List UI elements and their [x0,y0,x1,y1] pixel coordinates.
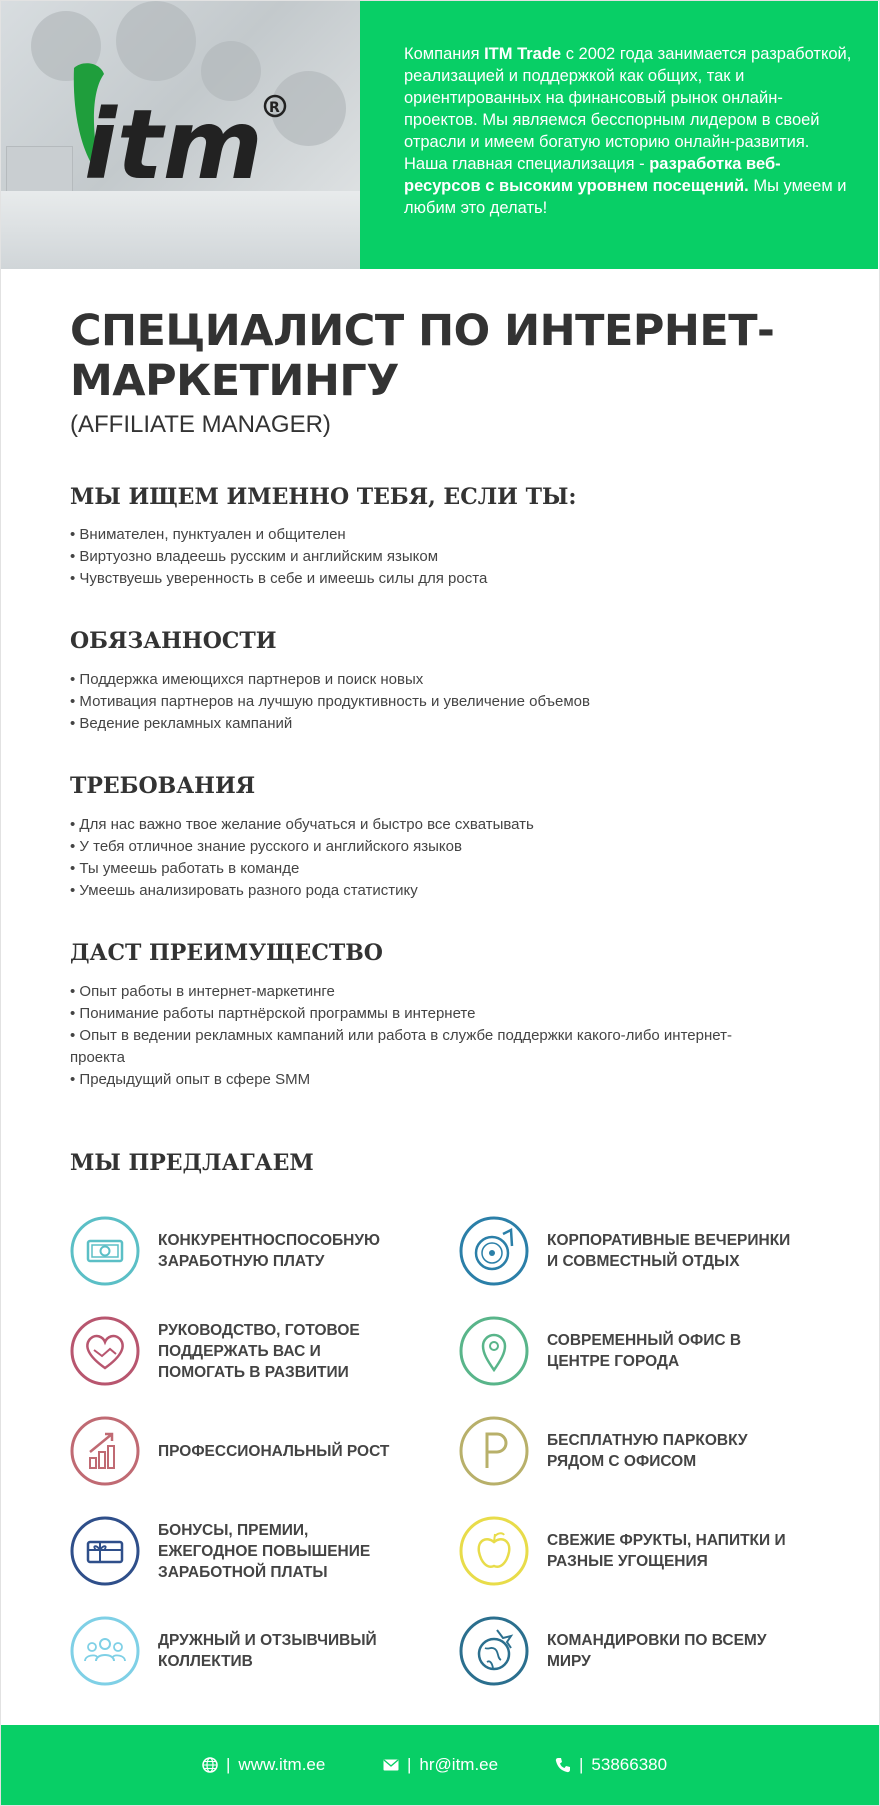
offer-item-parking [459,1416,799,1496]
list-item: • Ведение рекламных кампаний [70,715,293,732]
offer-item-mentoring [70,1316,410,1396]
specialization: разработка веб-ресурсов с высоким уровнем посещений. [404,155,781,195]
map-pin-icon [459,1316,529,1386]
money-icon [70,1216,140,1286]
handshake-heart-icon [70,1316,140,1386]
gift-card-icon [70,1516,140,1586]
section-heading-duties: ОБЯЗАННОСТИ [70,628,277,654]
vinyl-record-icon [459,1216,529,1286]
offer-item-salary [70,1216,410,1296]
offer-item-bonuses [70,1516,410,1596]
list-item: • Виртуозно владеешь русским и английским языком [70,548,439,565]
vacancy-title: СПЕЦИАЛИСТ ПО ИНТЕРНЕТ-МАРКЕТИНГУ [70,306,775,406]
phone-link[interactable]: 53866380 [591,1755,668,1774]
offer-label: БЕСПЛАТНУЮ ПАРКОВКУ РЯДОМ С ОФИСОМ [547,1432,748,1470]
team-icon [70,1616,140,1686]
list-item: • Понимание работы партнёрской программы в интернете [70,1005,476,1022]
offer-item-fruits [459,1516,799,1596]
offer-item-team [70,1616,410,1696]
section-heading-looking-for: МЫ ИЩЕМ ИМЕННО ТЕБЯ, ЕСЛИ ТЫ: [70,484,577,510]
offer-label: КОНКУРЕНТНОСПОСОБНУЮ ЗАРАБОТНУЮ ПЛАТУ [158,1232,381,1270]
itm-logo [72,60,302,190]
list-item: • Для нас важно твое желание обучаться и быстро все схватывать [70,816,534,833]
list-item: • Умеешь анализировать разного рода статистику [70,882,418,899]
growth-chart-icon [70,1416,140,1486]
offer-label: СОВРЕМЕННЫЙ ОФИС В ЦЕНТРЕ ГОРОДА [547,1332,742,1370]
svg-text:R: R [269,100,280,116]
phone-icon [555,1757,571,1773]
offer-label: РУКОВОДСТВО, ГОТОВОЕ ПОДДЕРЖАТЬ ВАС И ПОМОГАТЬ В РАЗВИТИИ [158,1321,360,1381]
contact-footer [1,1725,879,1805]
company-intro [360,1,878,269]
offer-label: КОРПОРАТИВНЫЕ ВЕЧЕРИНКИ И СОВМЕСТНЫЙ ОТДЫХ [547,1232,791,1270]
offer-item-office [459,1316,799,1396]
footer-website[interactable]: | www.itm.ee [202,1725,325,1805]
offer-label: СВЕЖИЕ ФРУКТЫ, НАПИТКИ И РАЗНЫЕ УГОЩЕНИЯ [547,1532,786,1570]
offer-label: ПРОФЕССИОНАЛЬНЫЙ РОСТ [158,1442,390,1460]
list-item: • У тебя отличное знание русского и английского языков [70,838,462,855]
logo-wordmark: itm [84,89,263,190]
company-name: ITM Trade [484,45,562,63]
list-item: • Внимателен, пунктуален и общителен [70,526,346,543]
requirements-list [70,814,770,902]
list-item: • Чувствуешь уверенность в себе и имеешь силы для роста [70,570,488,587]
advantage-list [70,981,770,1091]
globe-plane-icon [459,1616,529,1686]
list-item: • Поддержка имеющихся партнеров и поиск новых [70,671,424,688]
offer-item-growth [70,1416,410,1496]
vacancy-subtitle: (AFFILIATE MANAGER) [70,411,331,438]
list-item: • Ты умеешь работать в команде [70,860,300,877]
duties-list [70,669,770,735]
website-link[interactable]: www.itm.ee [238,1755,326,1774]
list-item: • Мотивация партнеров на лучшую продуктивность и увеличение объемов [70,693,590,710]
looking-for-list [70,524,770,590]
offer-label: ДРУЖНЫЙ И ОТЗЫВЧИВЫЙ КОЛЛЕКТИВ [158,1632,377,1670]
section-heading-offers: МЫ ПРЕДЛАГАЕМ [70,1150,314,1176]
apple-icon [459,1516,529,1586]
envelope-icon [383,1759,399,1771]
section-heading-requirements: ТРЕБОВАНИЯ [70,773,256,799]
offer-item-travel [459,1616,799,1696]
parking-icon [459,1416,529,1486]
footer-phone[interactable]: | 53866380 [555,1725,667,1805]
list-item: • Опыт в ведении рекламных кампаний или работа в службе поддержки какого-либо интернет-проекта [70,1027,732,1066]
offer-label: БОНУСЫ, ПРЕМИИ, ЕЖЕГОДНОЕ ПОВЫШЕНИЕ ЗАРАБОТНОЙ ПЛАТЫ [158,1521,371,1581]
list-item: • Опыт работы в интернет-маркетинге [70,983,335,1000]
offer-item-parties [459,1216,799,1296]
company-intro-text: Компания ITM Trade с 2002 года занимается разработкой, реализацией и поддержкой как общих, так и ориентированных на финансовый рынок онлайн-проектов. Мы являемся бесспорным лидером в своей отрасли и имеем богатую историю онлайн-развития. Наша главная специализация - разработка веб-ресурсов с высоким уровнем посещений. Мы умеем и любим это делать! [404,45,852,217]
list-item: • Предыдущий опыт в сфере SMM [70,1071,311,1088]
globe-icon [202,1757,218,1773]
section-heading-advantage: ДАСТ ПРЕИМУЩЕСТВО [70,940,383,966]
offer-label: КОМАНДИРОВКИ ПО ВСЕМУ МИРУ [547,1632,767,1670]
footer-email[interactable]: | hr@itm.ee [383,1725,498,1805]
email-link[interactable]: hr@itm.ee [419,1755,499,1774]
